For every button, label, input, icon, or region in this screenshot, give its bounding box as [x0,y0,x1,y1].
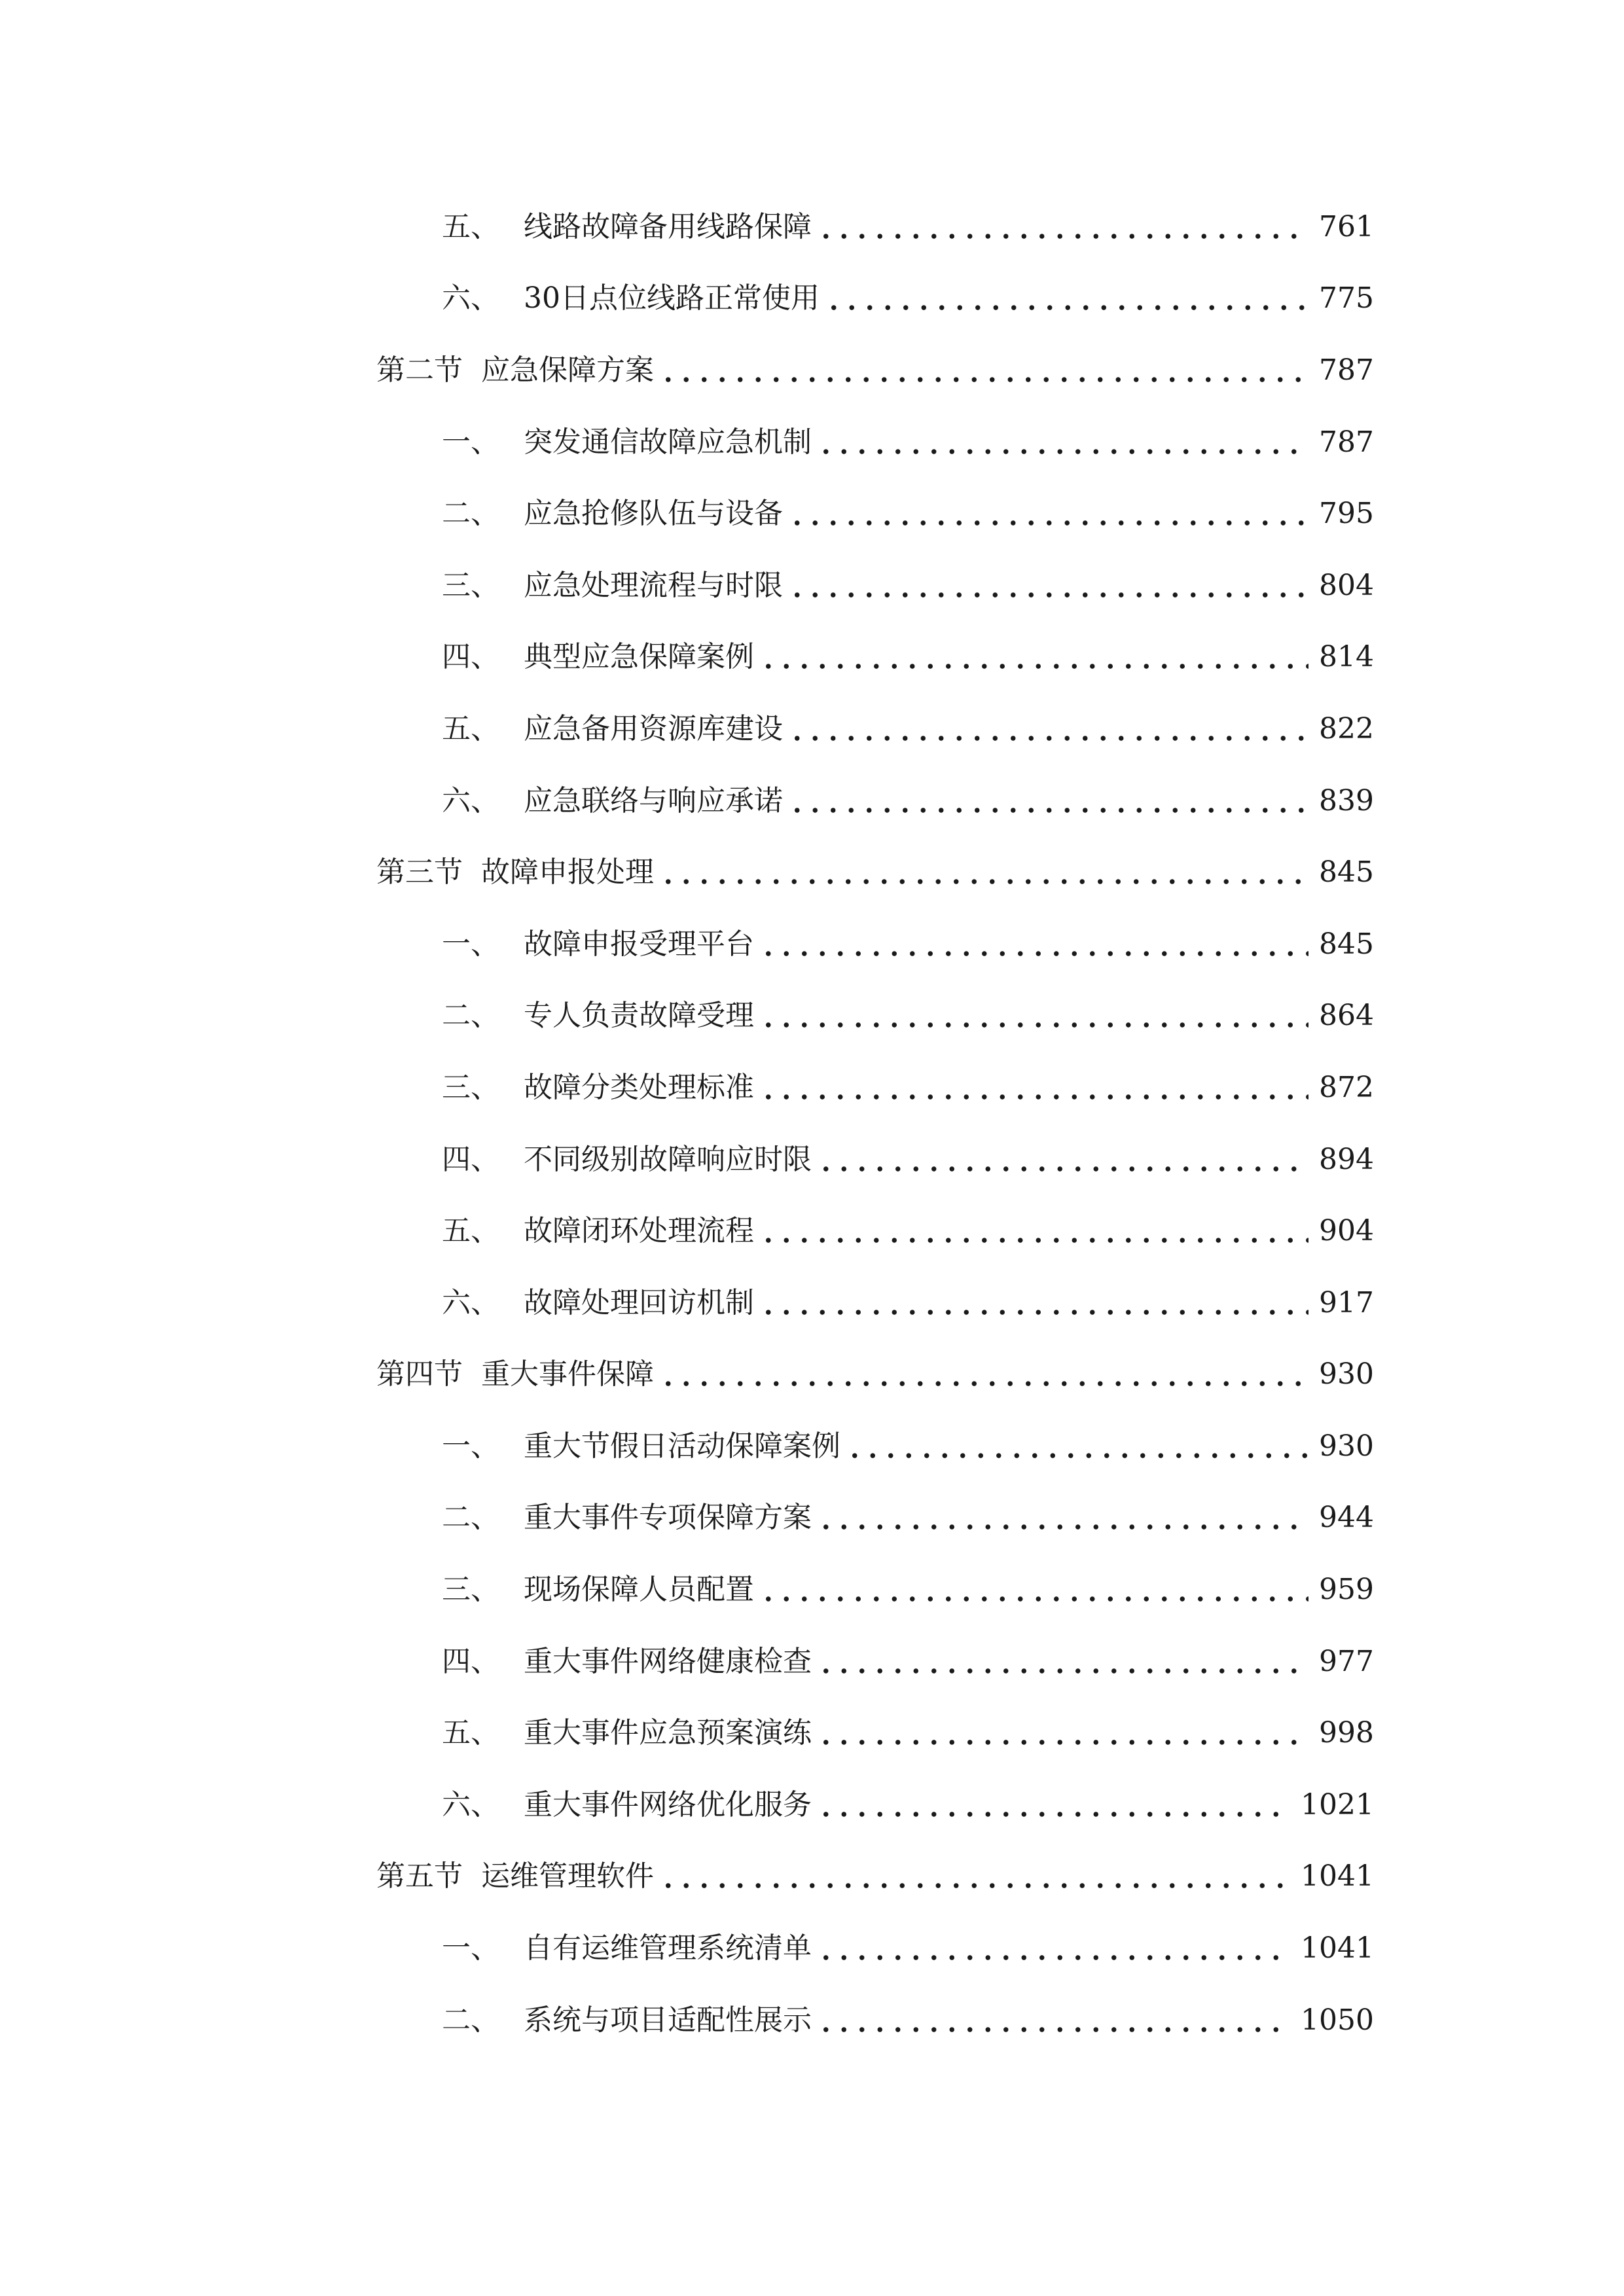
toc-section-entry[interactable] [376,344,1374,397]
toc-entry-number: 六、 [442,784,499,817]
toc-entry-number: 四、 [442,1645,499,1678]
toc-entry-label [442,1420,840,1473]
toc-entry-page-number: 917 [1319,1286,1374,1319]
toc-entry-number: 一、 [442,1429,499,1463]
toc-entry-title: 故障处理回访机制 [524,1286,754,1319]
toc-entry-title: 重大事件网络优化服务 [524,1788,812,1821]
toc-entry-page-number: 1041 [1301,1931,1374,1965]
toc-entry-number: 二、 [442,1501,499,1534]
toc-entry-title: 故障分类处理标准 [524,1071,754,1104]
toc-entry-page-number: 804 [1319,569,1374,602]
toc-section-title: 应急保障方案 [481,353,654,387]
toc-entry[interactable] [442,488,1374,540]
toc-entry-page-number: 959 [1319,1573,1374,1606]
toc-entry-page-number: 1041 [1301,1859,1374,1893]
toc-entry-page-number: 839 [1319,784,1374,817]
toc-entry-number: 一、 [442,425,499,459]
toc-entry[interactable] [442,631,1374,683]
toc-section-number: 第四节 [376,1357,463,1391]
toc-entry-label [442,1564,754,1616]
toc-entry-number: 二、 [442,497,499,530]
toc-entry-page-number: 872 [1319,1071,1374,1104]
toc-entry-number: 六、 [442,1286,499,1319]
toc-entry-title: 典型应急保障案例 [524,640,754,673]
dot-leader [817,1134,1308,1186]
dot-leader [788,775,1308,827]
toc-entry-label [442,1277,754,1329]
toc-section-number: 第五节 [376,1859,463,1893]
toc-entry-page-number: 795 [1319,497,1374,530]
dot-leader [759,1205,1308,1257]
toc-entry-title: 自有运维管理系统清单 [524,1931,812,1965]
toc-entry-page-number: 1021 [1301,1788,1374,1821]
toc-entry-number: 三、 [442,1071,499,1104]
toc-entry-label [442,703,783,755]
toc-entry-page-number: 998 [1319,1716,1374,1749]
toc-section-title: 运维管理软件 [481,1859,654,1893]
toc-entry[interactable] [442,1492,1374,1544]
toc-entry-page-number: 761 [1319,210,1374,243]
toc-entry-number: 二、 [442,2003,499,2037]
toc-entry-page-number: 775 [1319,281,1374,315]
dot-leader [759,1564,1308,1616]
dot-leader [759,1277,1308,1329]
toc-entry-page-number: 814 [1319,640,1374,673]
toc-entry-page-number: 930 [1319,1429,1374,1463]
toc-entry-page-number: 930 [1319,1357,1374,1391]
toc-entry-label [442,1636,812,1688]
toc-entry-label [442,1205,754,1257]
toc-entry[interactable] [442,1564,1374,1616]
toc-entry-label [442,488,783,540]
toc-entry-page-number: 787 [1319,353,1374,387]
toc-entry-title: 重大节假日活动保障案例 [524,1429,840,1463]
dot-leader [659,344,1308,397]
dot-leader [759,918,1308,971]
toc-entry[interactable] [442,1779,1374,1831]
toc-entry-label [442,918,754,971]
toc-entry-label [442,201,812,253]
toc-section-title: 故障申报处理 [481,855,654,889]
toc-entry[interactable] [442,1062,1374,1114]
dot-leader [846,1420,1308,1473]
toc-entry-page-number: 977 [1319,1645,1374,1678]
toc-entry-label [376,1348,654,1401]
dot-leader [759,990,1308,1042]
toc-entry-page-number: 944 [1319,1501,1374,1534]
toc-entry-page-number: 787 [1319,425,1374,459]
toc-entry-title: 系统与项目适配性展示 [524,2003,812,2037]
toc-entry-title: 故障闭环处理流程 [524,1214,754,1247]
toc-entry[interactable] [442,1636,1374,1688]
toc-entry-label [442,775,783,827]
toc-entry-label [376,344,654,397]
toc-entry-title: 故障申报受理平台 [524,927,754,961]
toc-entry-page-number: 822 [1319,712,1374,745]
toc-entry-number: 三、 [442,569,499,602]
toc-entry[interactable] [442,1707,1374,1759]
dot-leader [759,631,1308,683]
toc-entry[interactable] [442,272,1374,325]
dot-leader [788,703,1308,755]
toc-entry-number: 五、 [442,1716,499,1749]
toc-entry-title: 30日点位线路正常使用 [524,281,820,315]
toc-entry-label [442,1134,812,1186]
toc-entry-title: 重大事件应急预案演练 [524,1716,812,1749]
toc-entry-label [442,272,820,325]
toc-section-title: 重大事件保障 [481,1357,654,1391]
dot-leader [817,201,1308,253]
toc-entry[interactable] [442,775,1374,827]
toc-entry-title: 线路故障备用线路保障 [524,210,812,243]
toc-entry-label [376,1850,654,1903]
toc-entry-title: 不同级别故障响应时限 [524,1143,812,1176]
toc-entry-number: 一、 [442,1931,499,1965]
toc-entry-label [442,1922,812,1975]
toc-entry-title: 应急处理流程与时限 [524,569,783,602]
toc-entry[interactable] [442,416,1374,469]
toc-entry[interactable] [442,1994,1374,2047]
toc-entry-page-number: 864 [1319,999,1374,1032]
toc-entry-label [442,631,754,683]
toc-entry-title: 重大事件网络健康检查 [524,1645,812,1678]
toc-section-number: 第二节 [376,353,463,387]
dot-leader [659,846,1308,899]
toc-entry-label [442,1779,812,1831]
toc-entry-title: 应急联络与响应承诺 [524,784,783,817]
toc-section-entry[interactable] [376,1850,1374,1903]
toc-entry-title: 应急抢修队伍与设备 [524,497,783,530]
toc-section-entry[interactable] [376,1348,1374,1401]
toc-entry-page-number: 1050 [1301,2003,1374,2037]
toc-entry[interactable] [442,1134,1374,1186]
toc-entry[interactable] [442,560,1374,612]
toc-entry-label [442,560,783,612]
toc-entry[interactable] [442,990,1374,1042]
toc-entry[interactable] [442,201,1374,253]
dot-leader [817,416,1308,469]
toc-entry-number: 五、 [442,1214,499,1247]
toc-section-entry[interactable] [376,846,1374,899]
toc-entry[interactable] [442,918,1374,971]
toc-entry-label [442,416,812,469]
toc-entry-title: 专人负责故障受理 [524,999,754,1032]
toc-entry[interactable] [442,1277,1374,1329]
toc-entry-label [442,1492,812,1544]
toc-entry-title: 重大事件专项保障方案 [524,1501,812,1534]
toc-entry[interactable] [442,1420,1374,1473]
dot-leader [825,272,1308,325]
toc-entry-number: 六、 [442,1788,499,1821]
toc-entry-title: 突发通信故障应急机制 [524,425,812,459]
toc-entry-page-number: 904 [1319,1214,1374,1247]
dot-leader [817,1922,1290,1975]
dot-leader [788,560,1308,612]
toc-section-number: 第三节 [376,855,463,889]
toc-entry-label [442,1707,812,1759]
dot-leader [788,488,1308,540]
toc-entry-number: 二、 [442,999,499,1032]
toc-entry-number: 四、 [442,640,499,673]
toc-entry[interactable] [442,703,1374,755]
dot-leader [817,1779,1290,1831]
toc-entry-number: 六、 [442,281,499,315]
toc-entry-number: 五、 [442,712,499,745]
toc-entry-page-number: 894 [1319,1143,1374,1176]
dot-leader [817,1492,1308,1544]
toc-entry-number: 三、 [442,1573,499,1606]
toc-entry[interactable] [442,1205,1374,1257]
toc-entry-label [376,846,654,899]
toc-entry-number: 四、 [442,1143,499,1176]
dot-leader [817,1707,1308,1759]
toc-entry-page-number: 845 [1319,855,1374,889]
toc-entry-title: 现场保障人员配置 [524,1573,754,1606]
dot-leader [817,1994,1290,2047]
toc-entry-page-number: 845 [1319,927,1374,961]
toc-entry-number: 一、 [442,927,499,961]
toc-entry-title: 应急备用资源库建设 [524,712,783,745]
toc-entry-label [442,1062,754,1114]
dot-leader [817,1636,1308,1688]
dot-leader [759,1062,1308,1114]
dot-leader [659,1850,1290,1903]
toc-entry-label [442,990,754,1042]
toc-entry-label [442,1994,812,2047]
dot-leader [659,1348,1308,1401]
toc-entry[interactable] [442,1922,1374,1975]
toc-entry-number: 五、 [442,210,499,243]
